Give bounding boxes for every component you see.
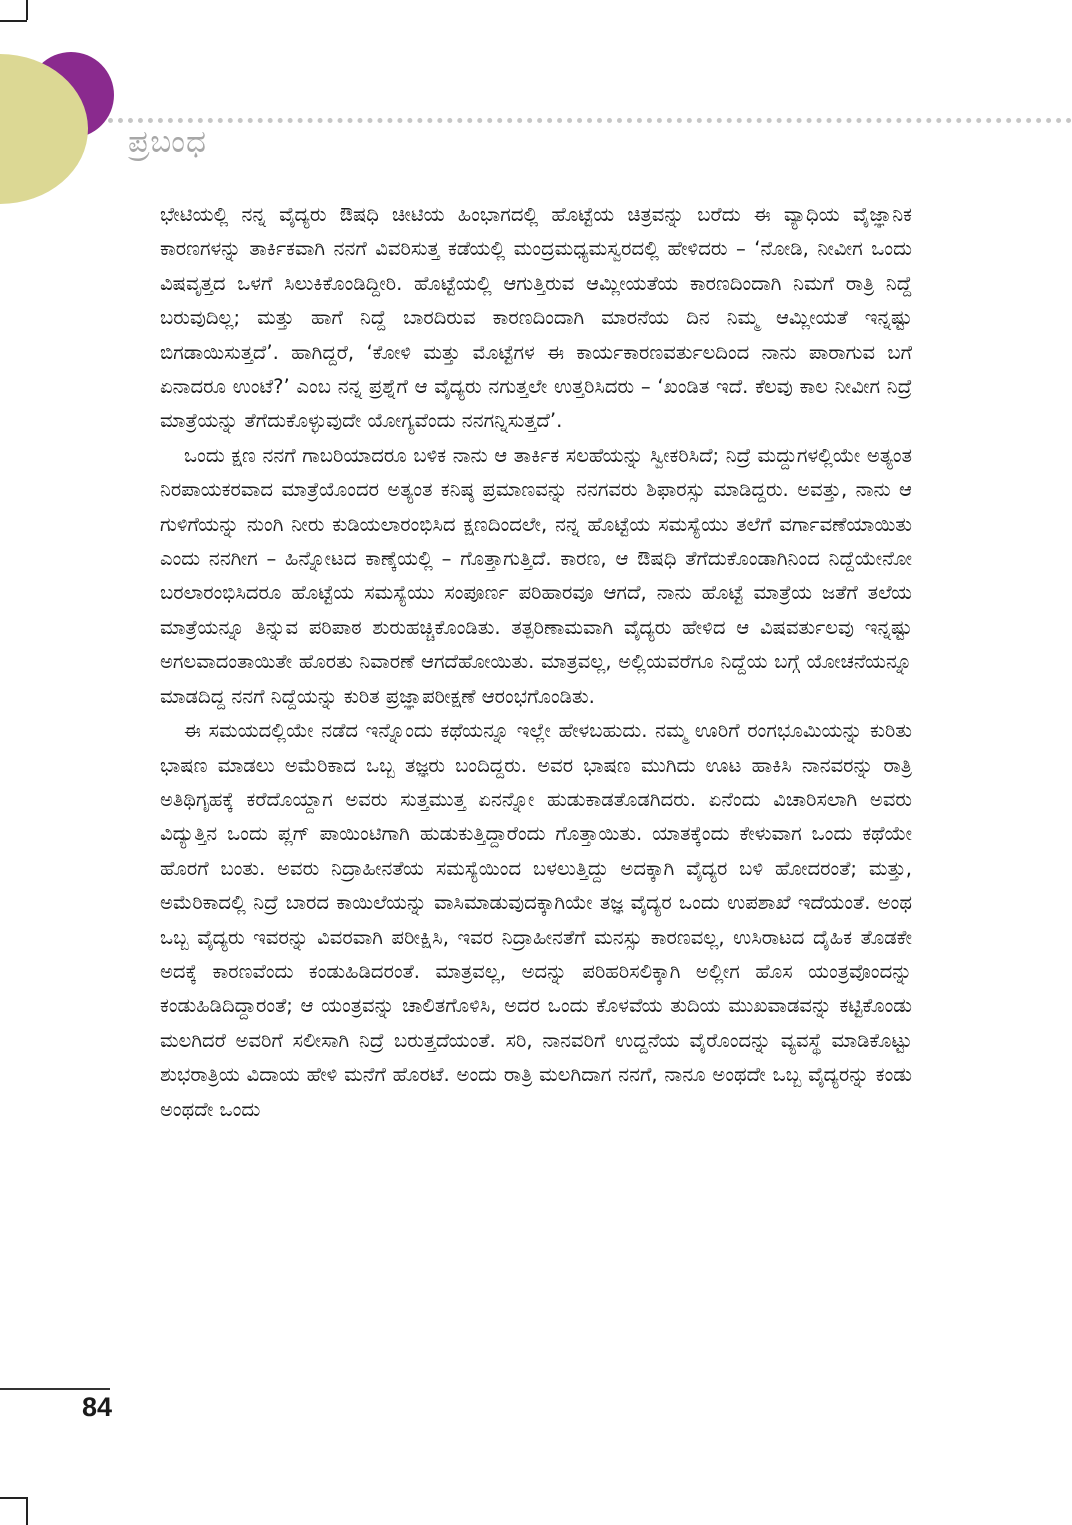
footer-rule bbox=[0, 1388, 110, 1390]
paragraph: ಈ ಸಮಯದಲ್ಲಿಯೇ ನಡೆದ ಇನ್ನೊಂದು ಕಥೆಯನ್ನೂ ಇಲ್ಲೇ ಹೇಳಬಹುದು. ನಮ್ಮ ಊರಿಗೆ ರಂಗಭೂಮಿಯನ್ನು ಕುರಿತು ಭಾಷಣ ಮಾಡಲು ಅಮೆರಿಕಾದ ಒಬ್ಬ ತಜ್ಞರು ಬಂದಿದ್ದರು. ಅವರ ಭಾಷಣ ಮುಗಿದು ಊಟ ಹಾಕಿಸಿ ನಾನವರನ್ನು ರಾತ್ರಿ ಅತಿಥಿಗೃಹಕ್ಕೆ ಕರೆದೊಯ್ದಾಗ ಅವರು ಸುತ್ತಮುತ್ತ ಏನನ್ನೋ ಹುಡುಕಾಡತೊಡಗಿದರು. ಏನೆಂದು ವಿಚಾರಿಸಲಾಗಿ ಅವರು ವಿದ್ಯುತ್ತಿನ ಒಂದು ಪ್ಲಗ್ ಪಾಯಿಂಟಿಗಾಗಿ ಹುಡುಕುತ್ತಿದ್ದಾರೆಂದು ಗೊತ್ತಾಯಿತು. ಯಾತಕ್ಕೆಂದು ಕೇಳುವಾಗ ಒಂದು ಕಥೆಯೇ ಹೊರಗೆ ಬಂತು. ಅವರು ನಿದ್ರಾಹೀನತೆಯ ಸಮಸ್ಯೆಯಿಂದ ಬಳಲುತ್ತಿದ್ದು ಅದಕ್ಕಾಗಿ ವೈದ್ಯರ ಬಳಿ ಹೋದರಂತೆ; ಮತ್ತು, ಅಮೆರಿಕಾದಲ್ಲಿ ನಿದ್ರೆ ಬಾರದ ಕಾಯಿಲೆಯನ್ನು ವಾಸಿಮಾಡುವುದಕ್ಕಾಗಿಯೇ ತಜ್ಞ ವೈದ್ಯರ ಒಂದು ಉಪಶಾಖೆ ಇದೆಯಂತೆ. ಅಂಥ ಒಬ್ಬ ವೈದ್ಯರು ಇವರನ್ನು ವಿವರವಾಗಿ ಪರೀಕ್ಷಿಸಿ, ಇವರ ನಿದ್ರಾಹೀನತೆಗೆ ಮನಸ್ಸು ಕಾರಣವಲ್ಲ, ಉಸಿರಾಟದ ದೈಹಿಕ ತೊಡಕೇ ಅದಕ್ಕೆ ಕಾರಣವೆಂದು ಕಂಡುಹಿಡಿದರಂತೆ. ಮಾತ್ರವಲ್ಲ, ಅದನ್ನು ಪರಿಹರಿಸಲಿಕ್ಕಾಗಿ ಅಲ್ಲೀಗ ಹೊಸ ಯಂತ್ರವೊಂದನ್ನು ಕಂಡುಹಿಡಿದಿದ್ದಾರಂತೆ; ಆ ಯಂತ್ರವನ್ನು ಚಾಲಿತಗೊಳಿಸಿ, ಅದರ ಒಂದು ಕೊಳವೆಯ ತುದಿಯ ಮುಖವಾಡವನ್ನು ಕಟ್ಟಿಕೊಂಡು ಮಲಗಿದರೆ ಅವರಿಗೆ ಸಲೀಸಾಗಿ ನಿದ್ರೆ ಬರುತ್ತದೆಯಂತೆ. ಸರಿ, ನಾನವರಿಗೆ ಉದ್ದನೆಯ ವೈರೊಂದನ್ನು ವ್ಯವಸ್ಥೆ ಮಾಡಿಕೊಟ್ಟು ಶುಭರಾತ್ರಿಯ ವಿದಾಯ ಹೇಳಿ ಮನೆಗೆ ಹೊರಟೆ. ಅಂದು ರಾತ್ರಿ ಮಲಗಿದಾಗ ನನಗೆ, ನಾನೂ ಅಂಥದೇ ಒಬ್ಬ ವೈದ್ಯರನ್ನು ಕಂಡು ಅಂಥದೇ ಒಂದು bbox=[160, 719, 912, 1121]
paragraph: ಒಂದು ಕ್ಷಣ ನನಗೆ ಗಾಬರಿಯಾದರೂ ಬಳಿಕ ನಾನು ಆ ತಾರ್ಕಿಕ ಸಲಹೆಯನ್ನು ಸ್ವೀಕರಿಸಿದೆ; ನಿದ್ರೆ ಮದ್ದುಗಳಲ್ಲಿಯೇ ಅತ್ಯಂತ ನಿರಪಾಯಕರವಾದ ಮಾತ್ರೆಯೊಂದರ ಅತ್ಯಂತ ಕನಿಷ್ಠ ಪ್ರಮಾಣವನ್ನು ನನಗವರು ಶಿಫಾರಸ್ಸು ಮಾಡಿದ್ದರು. ಅವತ್ತು, ನಾನು ಆ ಗುಳಿಗೆಯನ್ನು ನುಂಗಿ ನೀರು ಕುಡಿಯಲಾರಂಭಿಸಿದ ಕ್ಷಣದಿಂದಲೇ, ನನ್ನ ಹೊಟ್ಟೆಯ ಸಮಸ್ಯೆಯು ತಲೆಗೆ ವರ್ಗಾವಣೆಯಾಯಿತು ಎಂದು ನನಗೀಗ – ಹಿನ್ನೋಟದ ಕಾಣ್ಕೆಯಲ್ಲಿ – ಗೊತ್ತಾಗುತ್ತಿದೆ. ಕಾರಣ, ಆ ಔಷಧಿ ತೆಗೆದುಕೊಂಡಾಗಿನಿಂದ ನಿದ್ದೆಯೇನೋ ಬರಲಾರಂಭಿಸಿದರೂ ಹೊಟ್ಟೆಯ ಸಮಸ್ಯೆಯು ಸಂಪೂರ್ಣ ಪರಿಹಾರವೂ ಆಗದೆ, ನಾನು ಹೊಟ್ಟೆ ಮಾತ್ರೆಯ ಜತೆಗೆ ತಲೆಯ ಮಾತ್ರೆಯನ್ನೂ ತಿನ್ನುವ ಪರಿಪಾಠ ಶುರುಹಚ್ಚಿಕೊಂಡಿತು. ತತ್ಪರಿಣಾಮವಾಗಿ ವೈದ್ಯರು ಹೇಳಿದ ಆ ವಿಷವರ್ತುಲವು ಇನ್ನಷ್ಟು ಅಗಲವಾದಂತಾಯಿತೇ ಹೊರತು ನಿವಾರಣೆ ಆಗದೆಹೋಯಿತು. ಮಾತ್ರವಲ್ಲ, ಅಲ್ಲಿಯವರೆಗೂ ನಿದ್ದೆಯ ಬಗ್ಗೆ ಯೋಚನೆಯನ್ನೂ ಮಾಡದಿದ್ದ ನನಗೆ ನಿದ್ದೆಯನ್ನು ಕುರಿತ ಪ್ರಜ್ಞಾಪರೀಕ್ಷಣೆ ಆರಂಭಗೊಂಡಿತು. bbox=[160, 443, 912, 708]
section-title: ಪ್ರಬಂಧ bbox=[128, 124, 207, 160]
crop-mark-bottom-left-vertical bbox=[26, 1497, 28, 1525]
crop-mark-top-left-horizontal bbox=[0, 20, 27, 22]
crop-mark-bottom-left-horizontal bbox=[0, 1497, 27, 1499]
page-number: 84 bbox=[82, 1392, 113, 1422]
crop-mark-top-left-vertical bbox=[26, 0, 28, 20]
paragraph: ಭೇಟಿಯಲ್ಲಿ ನನ್ನ ವೈದ್ಯರು ಔಷಧಿ ಚೀಟಿಯ ಹಿಂಭಾಗದಲ್ಲಿ ಹೊಟ್ಟೆಯ ಚಿತ್ರವನ್ನು ಬರೆದು ಈ ವ್ಯಾಧಿಯ ವೈಜ್ಞಾನಿಕ ಕಾರಣಗಳನ್ನು ತಾರ್ಕಿಕವಾಗಿ ನನಗೆ ವಿವರಿಸುತ್ತ ಕಡೆಯಲ್ಲಿ ಮಂದ್ರಮಧ್ಯಮಸ್ವರದಲ್ಲಿ ಹೇಳಿದರು – ‘ನೋಡಿ, ನೀವೀಗ ಒಂದು ವಿಷವೃತ್ತದ ಒಳಗೆ ಸಿಲುಕಿಕೊಂಡಿದ್ದೀರಿ. ಹೊಟ್ಟೆಯಲ್ಲಿ ಆಗುತ್ತಿರುವ ಆಮ್ಲೀಯತೆಯ ಕಾರಣದಿಂದಾಗಿ ನಿಮಗೆ ರಾತ್ರಿ ನಿದ್ದೆ ಬರುವುದಿಲ್ಲ; ಮತ್ತು ಹಾಗೆ ನಿದ್ದೆ ಬಾರದಿರುವ ಕಾರಣದಿಂದಾಗಿ ಮಾರನೆಯ ದಿನ ನಿಮ್ಮ ಆಮ್ಲೀಯತೆ ಇನ್ನಷ್ಟು ಬಿಗಡಾಯಿಸುತ್ತದೆ’. ಹಾಗಿದ್ದರೆ, ‘ಕೋಳಿ ಮತ್ತು ಮೊಟ್ಟೆಗಳ ಈ ಕಾರ್ಯಕಾರಣವರ್ತುಲದಿಂದ ನಾನು ಪಾರಾಗುವ ಬಗೆ ಏನಾದರೂ ಉಂಟೆ?’ ಎಂಬ ನನ್ನ ಪ್ರಶ್ನೆಗೆ ಆ ವೈದ್ಯರು ನಗುತ್ತಲೇ ಉತ್ತರಿಸಿದರು – ‘ಖಂಡಿತ ಇದೆ. ಕೆಲವು ಕಾಲ ನೀವೀಗ ನಿದ್ರೆ ಮಾತ್ರೆಯನ್ನು ತೆಗೆದುಕೊಳ್ಳುವುದೇ ಯೋಗ್ಯವೆಂದು ನನಗನ್ನಿಸುತ್ತದೆ’. bbox=[160, 203, 912, 433]
header-dotted-rule bbox=[108, 118, 1072, 123]
article-body bbox=[160, 198, 912, 1127]
